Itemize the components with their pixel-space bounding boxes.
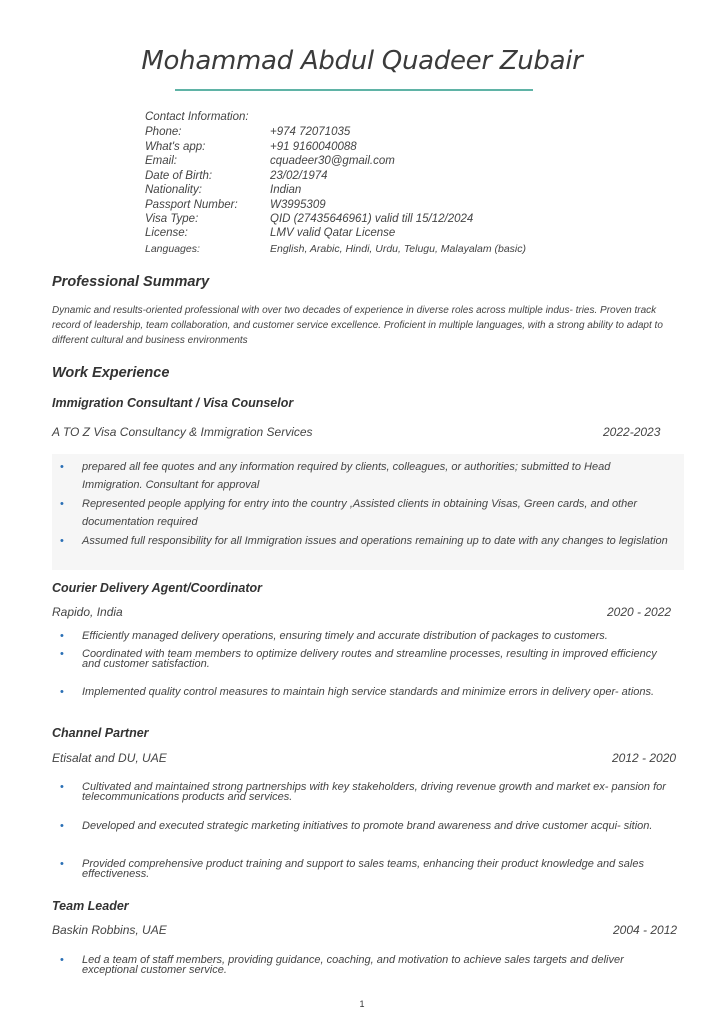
contact-label: Date of Birth:	[145, 170, 213, 182]
contact-row-passport	[145, 199, 326, 211]
contact-row-email	[145, 155, 395, 167]
bullet-icon: •	[60, 686, 64, 698]
contact-value: W3995309	[270, 199, 326, 211]
bullet-icon: •	[60, 858, 64, 870]
contact-row-visa	[145, 213, 473, 225]
bullet-icon: •	[60, 498, 64, 510]
contact-label: Nationality:	[145, 184, 202, 196]
contact-value: LMV valid Qatar License	[270, 227, 396, 239]
job-title: Team Leader	[52, 899, 129, 913]
list-item: • Cultivated and maintained strong partnerships with key stakeholders, driving revenue growth and market ex- pansion for telecommunications products and services.	[60, 781, 666, 803]
experience-heading: Work Experience	[52, 365, 170, 381]
job-title: Channel Partner	[52, 726, 149, 740]
job-title: Courier Delivery Agent/Coordinator	[52, 581, 262, 595]
job-company: Baskin Robbins, UAE	[52, 923, 167, 937]
list-item: • Efficiently managed delivery operations, ensuring timely and accurate distribution of packages to customers.	[60, 630, 608, 642]
job-dates: 2012 - 2020	[612, 751, 677, 765]
job-dates: 2004 - 2012	[613, 923, 678, 937]
name-underline	[175, 89, 533, 91]
list-item: • prepared all fee quotes and any information required by clients, colleagues, or authorities; submitted to Head Immigration. Consultant for approval	[60, 458, 670, 494]
contact-label: Passport Number:	[145, 199, 238, 211]
contact-value: +91 9160040088	[270, 141, 357, 153]
job-company: A TO Z Visa Consultancy & Immigration Services	[52, 425, 313, 439]
contact-value: 23/02/1974	[270, 170, 328, 182]
contact-row-phone	[145, 126, 350, 138]
job-dates: 2020 - 2022	[607, 605, 672, 619]
contact-title: Contact Information:	[145, 111, 249, 123]
list-item: • Led a team of staff members, providing guidance, coaching, and motivation to achieve sales targets and deliver exceptional customer service.	[60, 954, 624, 976]
page-number: 1	[359, 999, 365, 1009]
candidate-name: Mohammad Abdul Quadeer Zubair	[141, 46, 583, 76]
contact-label: Languages:	[145, 243, 200, 255]
contact-row-license	[145, 227, 395, 239]
summary-text: Dynamic and results-oriented professional with over two decades of experience in diverse roles across multiple indus- tries. Proven track record of leadership, team collaboration, and customer service excellence. Proficient in multiple languages, with a strong ability to adapt to different cultural and business environments	[52, 305, 663, 346]
bullet-icon: •	[60, 648, 64, 660]
list-item: • Represented people applying for entry into the country ,Assisted clients in obtaining Visas, Green cards, and other documentation required	[60, 495, 670, 531]
bullet-icon: •	[60, 535, 64, 547]
bullet-icon: •	[60, 820, 64, 832]
contact-value: +974 72071035	[270, 126, 351, 138]
contact-row-whatsapp	[145, 141, 357, 153]
bullet-icon: •	[60, 954, 64, 966]
contact-label: Email:	[145, 155, 177, 167]
contact-label: Visa Type:	[145, 213, 199, 225]
job-dates: 2022-2023	[603, 425, 661, 439]
job-company: Etisalat and DU, UAE	[52, 751, 167, 765]
contact-value: QID (27435646961) valid till 15/12/2024	[270, 213, 474, 225]
list-item: • Assumed full responsibility for all Immigration issues and operations remaining up to date with any changes to legislation	[60, 532, 670, 550]
job-title: Immigration Consultant / Visa Counselor	[52, 396, 294, 410]
contact-value: English, Arabic, Hindi, Urdu, Telugu, Malayalam (basic)	[270, 243, 526, 255]
job-company: Rapido, India	[52, 605, 123, 619]
list-item: • Developed and executed strategic marketing initiatives to promote brand awareness and drive customer acqui- sition.	[60, 820, 653, 832]
contact-label: What's app:	[145, 141, 206, 153]
list-item: • Coordinated with team members to optimize delivery routes and streamline processes, resulting in improved efficiency and customer satisfaction.	[60, 648, 657, 670]
contact-label: License:	[145, 227, 188, 239]
contact-row-nationality	[145, 184, 301, 196]
summary-heading: Professional Summary	[52, 274, 210, 290]
contact-label: Phone:	[145, 126, 182, 138]
bullet-icon: •	[60, 630, 64, 642]
contact-value: Indian	[270, 184, 302, 196]
bullet-icon: •	[60, 781, 64, 793]
list-item: • Implemented quality control measures to maintain high service standards and minimize errors in delivery oper- ations.	[60, 683, 670, 701]
list-item: • Provided comprehensive product training and support to sales teams, enhancing their product knowledge and sales effectiveness.	[60, 858, 644, 880]
contact-value: cquadeer30@gmail.com	[270, 155, 395, 167]
contact-row-dob	[145, 170, 328, 182]
bullet-icon: •	[60, 461, 64, 473]
contact-row-languages	[145, 243, 526, 255]
